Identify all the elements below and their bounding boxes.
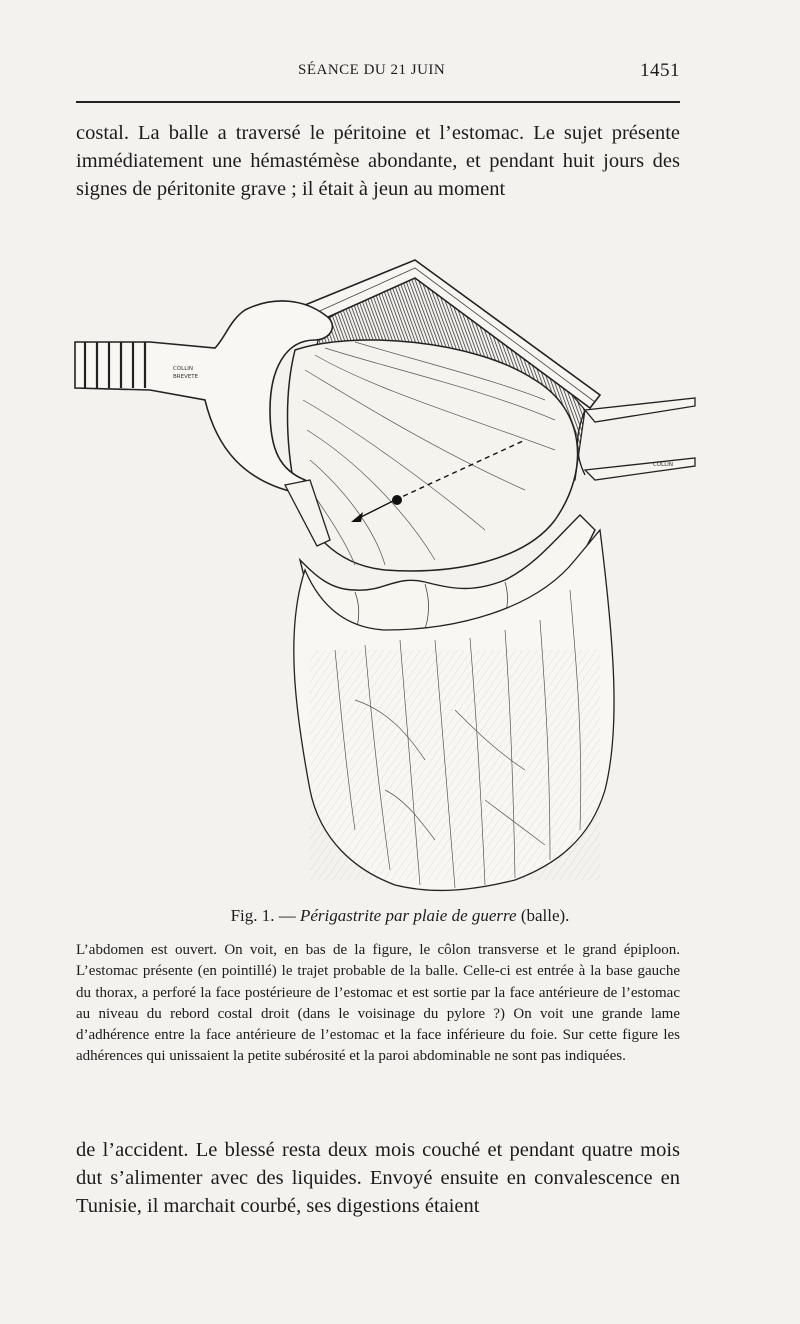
engraved-mark-collin-right: COLLIN: [653, 462, 674, 468]
paragraph-top: costal. La balle a traversé le péritoine et l’estomac. Le sujet présente immédiatement une hémastémèse abondante, et pendant huit jours des signes de péritonite grave ; il était à jeun au moment: [76, 122, 680, 200]
bullet-entry: [392, 495, 402, 505]
right-forceps: [578, 398, 696, 480]
page-number: 1451: [640, 60, 680, 81]
header-rule: [76, 101, 680, 103]
figure-caption-title: [0, 906, 800, 926]
figure-label: Fig. 1.: [230, 906, 275, 925]
paragraph-bottom: de l’accident. Le blessé resta deux mois couché et pendant quatre mois dut s’alimenter avec des liquides. Envoyé ensuite en convalescence en Tunisie, il marchait courbé, ses digestions étaient: [76, 1139, 680, 1217]
figure-title: Périgastrite par plaie de guerre: [300, 906, 517, 925]
figure-dash: —: [274, 906, 300, 925]
engraved-mark-collin-left: COLLIN: [173, 366, 194, 372]
figure-description: L’abdomen est ouvert. On voit, en bas de la figure, le côlon transverse et le grand épiploon. L’estomac présente (en pointillé) le trajet probable de la balle. Celle-ci est entrée à la base gauche du thorax, a perforé la face postérieure de l’estomac et est sortie par la face antérieure de l’estomac au niveau du rebord costal droit (dans le voisinage du pylore ?) On voit une grande lame d’adhérence entre la face antérieure de l’estomac et la face inférieure du foie. Sur cette figure les adhérences qui unissaient la petite subérosité et la paroi abdominable ne sont pas indiquées.: [76, 942, 680, 1065]
running-header: [76, 62, 680, 92]
surgical-illustration: [55, 230, 705, 900]
running-title: SÉANCE DU 21 JUIN: [298, 62, 446, 78]
engraved-mark-brevete: BREVETE: [173, 374, 199, 380]
figure-title-suffix: (balle).: [516, 906, 570, 925]
engraving-drawing: [55, 230, 705, 900]
